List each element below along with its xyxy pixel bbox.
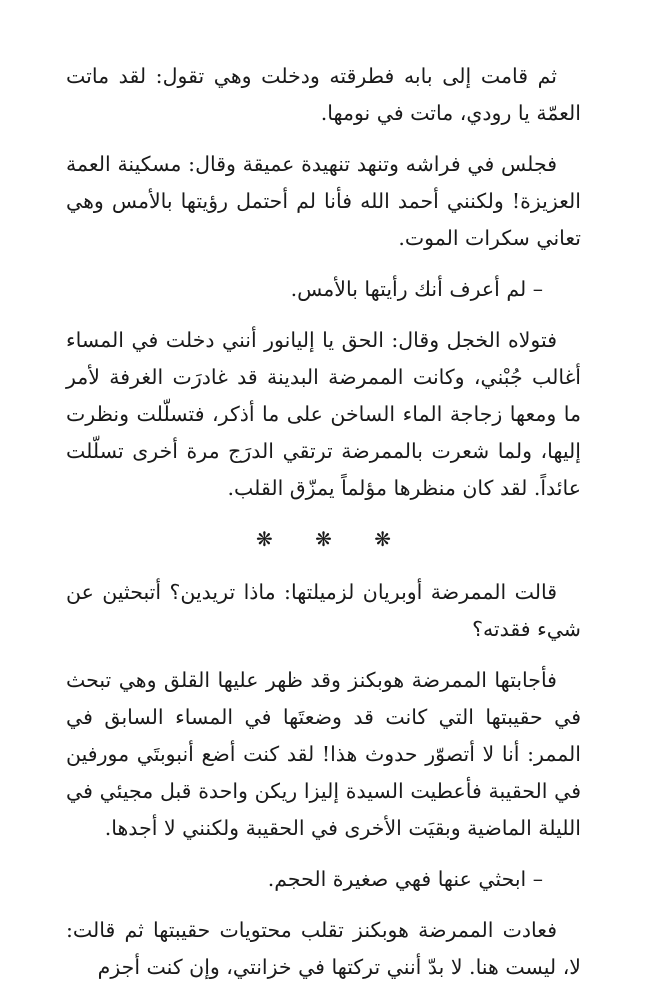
paragraph-4: فتولاه الخجل وقال: الحق يا إليانور أنني دخلت في المساء أغالب جُبْني، وكانت الممرضة البدينة قد غادرَت الغرفة لأمر ما ومعها زجاجة الماء الساخن على ما أذكر، فتسلّلت ونظرت إليها، ولما شعرت بالممرضة ترتقي الدرَج مرة أخرى تسلّلت عائداً. لقد كان منظرها مؤلماً يمزّق القلب.	[66, 328, 581, 500]
paragraph-3: – لم أعرف أنك رأيتها بالأمس.	[290, 277, 543, 301]
paragraph-2: فجلس في فراشه وتنهد تنهيدة عميقة وقال: مسكينة العمة العزيزة! ولكنني أحمد الله فأنا لم أحتمل رؤيتها بالأمس وهي تعاني سكرات الموت.	[66, 152, 581, 250]
paragraph-8: فعادت الممرضة هوبكنز تقلب محتويات حقيبتها ثم قالت: لا، ليست هنا. لا بدّ أنني تركتها في خزانتي، وإن كنت أجزم	[66, 918, 581, 979]
paragraph-6: فأجابتها الممرضة هوبكنز وقد ظهر عليها القلق وهي تبحث في حقيبتها التي كانت قد وضعتَها في المساء السابق في الممر: أنا لا أتصوّر حدوث هذا! لقد كنت أضع أنبوبتَي مورفين في الحقيبة فأعطيت السيدة إليزا ريكن واحدة قبل مجيئي في الليلة الماضية وبقيَت الأخرى في الحقيبة ولكنني لا أجدها.	[66, 668, 581, 840]
paragraph-1: ثم قامت إلى بابه فطرقته ودخلت وهي تقول: لقد ماتت العمّة يا رودي، ماتت في نومها.	[66, 64, 581, 125]
section-separator: ❋ ❋ ❋	[256, 527, 409, 551]
paragraph-5: قالت الممرضة أوبريان لزميلتها: ماذا تريدين؟ أتبحثين عن شيء فقدته؟	[66, 580, 581, 641]
paragraph-7: – ابحثي عنها فهي صغيرة الحجم.	[267, 867, 543, 891]
